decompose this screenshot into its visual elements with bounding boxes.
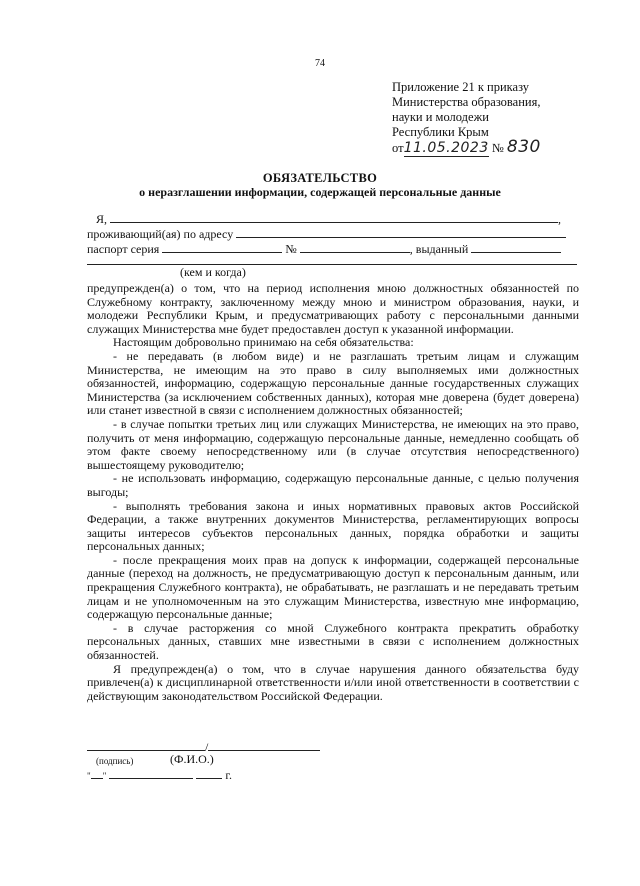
date-prefix: от bbox=[392, 141, 404, 155]
paragraph-obligation-4: - выполнять требования закона и иных нормативных правовых актов Российской Федерации, а также внутренних документов Министерства, регламентирующих вопросы защиты интересов субъектов персональных данных, порядка обработки и защиты персональных данных; bbox=[87, 498, 579, 554]
paragraph-obligation-2: - в случае попытки третьих лиц или служащих Министерства, не имеющих на это право, получить от меня информацию, содержащую персональные данные, немедленно сообщать об этом факте своему непосредственному или (в случае отсутствия непосредственного) вышестоящему руководителю; bbox=[87, 416, 579, 472]
paragraph-obligation-5: - после прекращения моих прав на допуск к информации, содержащей персональные данные (переход на должность, не предусматривающую доступ к персональным данным, или прекращения Служебного контракта), не обрабатывать, не разглашать и не передавать третьим лицам и не уполномоченным на это служащим Министерства, известную мне информацию, содержащую персональные данные; bbox=[87, 552, 579, 622]
date-sign-line bbox=[87, 768, 232, 783]
form-line-address bbox=[87, 227, 566, 242]
issued-full-blank[interactable] bbox=[87, 254, 577, 265]
fio-caption: (Ф.И.О.) bbox=[170, 752, 214, 766]
year-suffix: г. bbox=[225, 768, 232, 782]
handwritten-date: 11.05.2023 bbox=[403, 140, 489, 156]
paragraph-warning: предупрежден(а) о том, что на период исполнения мною должностных обязанностей по Служебному контракту, заключенному между мною и министром образования, науки, и молодежи Республики Крым, и предусматривающих работу с персональными данными служащих Министерства мне будет предоставлен доступ к указанной информации. bbox=[87, 281, 579, 336]
appendix-date-line bbox=[392, 137, 541, 157]
paragraph-liability: Я предупрежден(а) о том, что в случае нарушения данного обязательства буду привлечен(а) к дисциплинарной ответственности и/или иной ответственности в соответствии с действующим законодательством Российской Федерации. bbox=[87, 661, 579, 703]
appendix-line-4: Республики Крым bbox=[392, 125, 489, 139]
passport-series-blank[interactable] bbox=[162, 242, 282, 253]
month-blank[interactable] bbox=[109, 768, 193, 779]
paragraph-obligation-3: - не использовать информацию, содержащую персональные данные, с целью получения выгоды; bbox=[87, 471, 579, 499]
residing-label: проживающий(ая) по адресу bbox=[87, 227, 234, 241]
document-subtitle: о неразглашении информации, содержащей персональные данные bbox=[139, 185, 501, 199]
quote-open: " bbox=[87, 771, 91, 781]
signature-slash: / bbox=[205, 740, 209, 754]
name-blank[interactable] bbox=[110, 212, 558, 223]
signature-caption: (подпись) bbox=[96, 756, 134, 766]
who-when-caption: (кем и когда) bbox=[180, 265, 246, 279]
i-end: , bbox=[558, 212, 562, 226]
passport-number-label: № bbox=[285, 242, 297, 256]
appendix-line-3: науки и молодежи bbox=[392, 110, 489, 124]
body-text bbox=[87, 282, 579, 703]
handwritten-order-number: 830 bbox=[506, 137, 541, 157]
document-title: ОБЯЗАТЕЛЬСТВО bbox=[262, 171, 378, 185]
address-blank[interactable] bbox=[236, 227, 566, 238]
paragraph-obligations-intro: Настоящим добровольно принимаю на себя обязательства: bbox=[113, 335, 414, 350]
year-blank[interactable] bbox=[196, 768, 222, 779]
passport-series-label: паспорт серия bbox=[87, 242, 160, 256]
quote-close: " bbox=[102, 771, 107, 781]
appendix-line-2: Министерства образования, bbox=[392, 95, 541, 109]
form-line-name bbox=[96, 212, 561, 227]
day-blank[interactable] bbox=[91, 768, 103, 779]
appendix-line-1: Приложение 21 к приказу bbox=[392, 80, 530, 94]
number-prefix: № bbox=[491, 141, 504, 155]
page-number: 74 bbox=[315, 58, 325, 69]
passport-number-blank[interactable] bbox=[300, 242, 410, 253]
paragraph-obligation-1: - не передавать (в любом виде) и не разглашать третьим лицам и служащим Министерства, не имеющим на это право в силу выполняемых ими должностных обязанностей, информацию, содержащую персональные данные государственных служащих Министерства (за исключением собственных данных), которая мне доверена (будет доверена) или станет известной в связи с исполнением должностных обязанностей; bbox=[87, 348, 579, 418]
appendix-block bbox=[392, 80, 541, 156]
paragraph-obligation-6: - в случае расторжения со мной Служебного контракта прекратить обработку персональных данных, ставших мне известными в связи с исполнением должностных обязанностей. bbox=[87, 620, 579, 663]
issued-blank[interactable] bbox=[471, 242, 561, 253]
issued-label: , выданный bbox=[409, 242, 469, 256]
i-label: Я, bbox=[96, 212, 108, 226]
signature-blank[interactable] bbox=[87, 740, 205, 751]
fio-blank[interactable] bbox=[208, 740, 320, 751]
